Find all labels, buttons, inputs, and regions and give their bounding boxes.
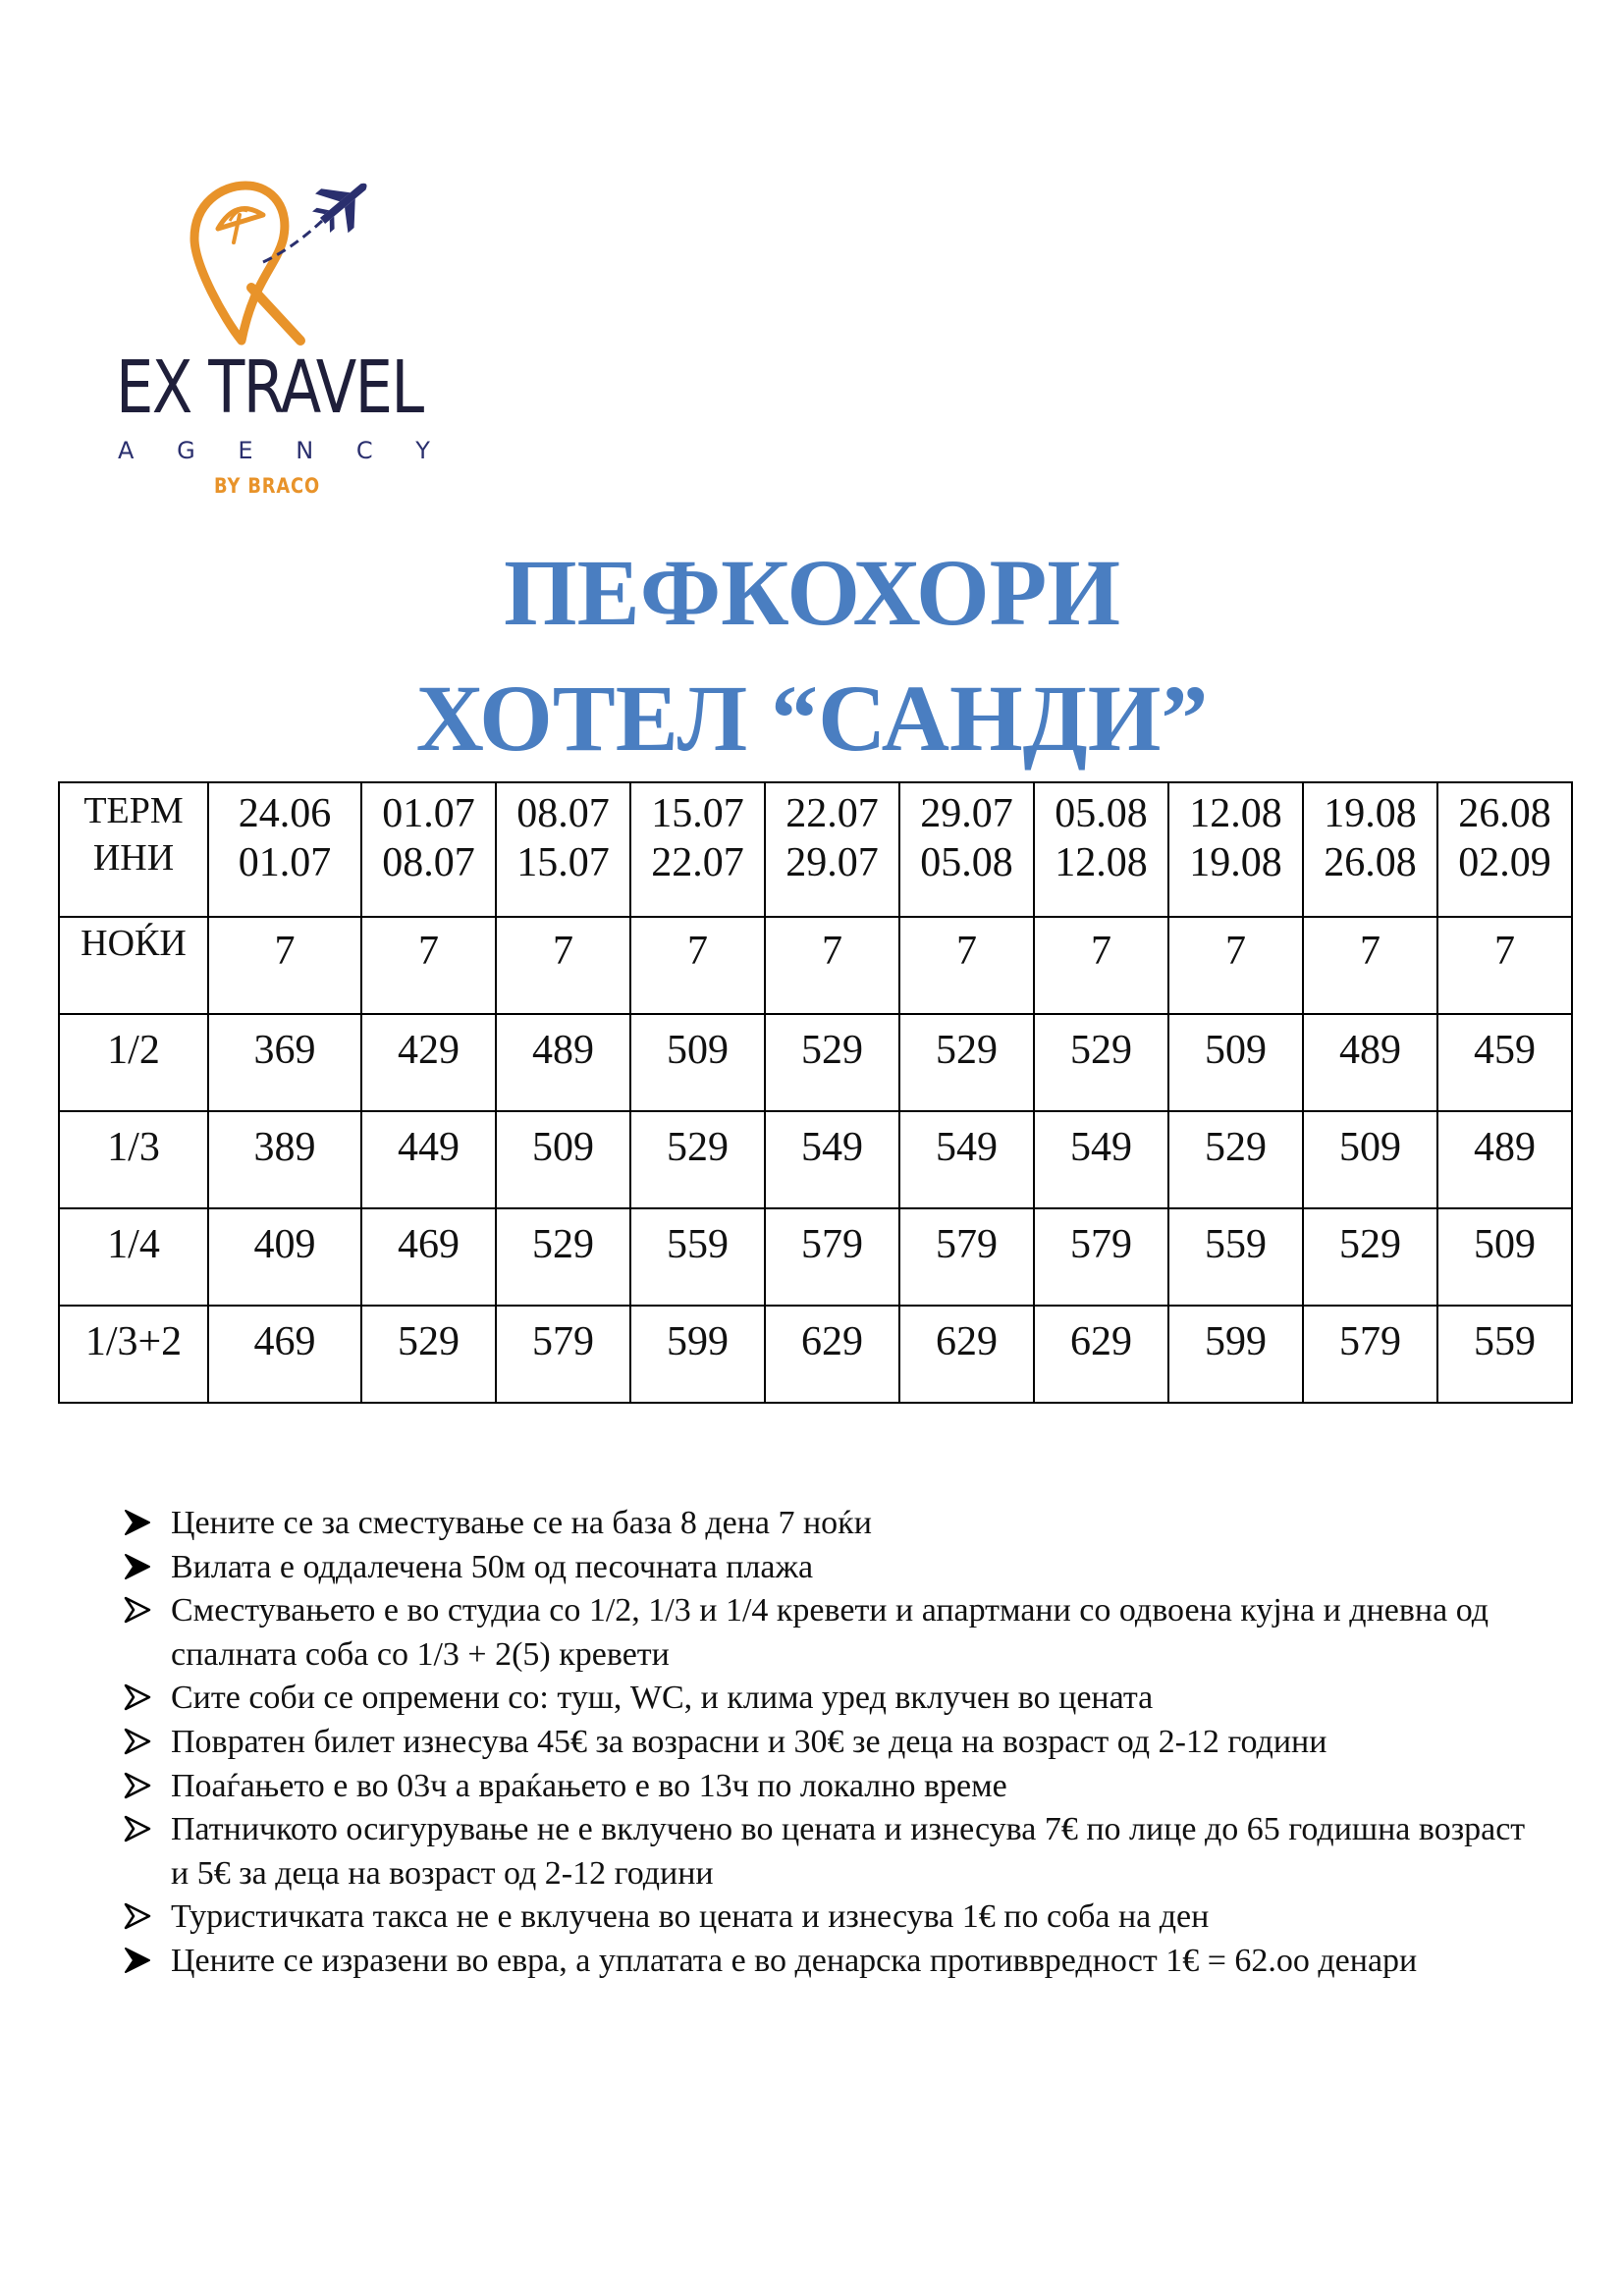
- price-value: 529: [801, 1028, 863, 1073]
- nights-cell: [899, 917, 1034, 1014]
- nights-cell: [361, 917, 496, 1014]
- periods-label-line: ТЕРМ: [83, 790, 184, 831]
- price-cell: [1303, 1111, 1437, 1208]
- price-cell: [630, 1014, 765, 1111]
- price-cell: [1034, 1111, 1168, 1208]
- period-from: 05.08: [1055, 791, 1148, 836]
- arrow-bullet-icon: [123, 1552, 152, 1581]
- price-value: 529: [1339, 1222, 1401, 1267]
- note-text: Цените се изразени во евра, а уплатата е во денарска противвредност 1€ = 62.оо денари: [171, 1942, 1418, 1979]
- price-value: 529: [532, 1222, 594, 1267]
- price-cell: [496, 1306, 630, 1403]
- nights-cell: [630, 917, 765, 1014]
- period-to: 15.07: [516, 840, 610, 885]
- period-to: 19.08: [1189, 840, 1282, 885]
- period-to: 29.07: [785, 840, 879, 885]
- note-text: Сместувањето е во студиа со 1/2, 1/3 и 1/4 кревети и апартмани со одвоена кујна и дневна од спалната соба со 1/3 + 2(5) кревети: [171, 1592, 1489, 1673]
- price-cell: [1168, 1306, 1303, 1403]
- price-value: 559: [1205, 1222, 1267, 1267]
- price-cell: [1034, 1306, 1168, 1403]
- price-value: 509: [1339, 1125, 1401, 1170]
- room-type-cell: [59, 1111, 208, 1208]
- room-type-cell: [59, 1014, 208, 1111]
- note-item: [123, 1589, 1527, 1677]
- period-to: 01.07: [238, 840, 332, 885]
- nights-value: 7: [274, 929, 296, 974]
- price-value: 509: [1205, 1028, 1267, 1073]
- pin-beach-umbrella-airplane-icon: [185, 172, 381, 353]
- period-cell: [1168, 782, 1303, 917]
- logo-name: EX TRAVEL: [116, 346, 423, 430]
- price-value: 559: [1474, 1319, 1536, 1364]
- price-cell: [1303, 1208, 1437, 1306]
- table-row-room-1-3: [59, 1111, 1572, 1208]
- price-value: 469: [398, 1222, 460, 1267]
- table-row-room-1-4: [59, 1208, 1572, 1306]
- price-cell: [1437, 1208, 1572, 1306]
- logo-agency-letter: Y: [415, 437, 430, 464]
- logo-agency-letter: N: [296, 437, 314, 464]
- table-row-nights: [59, 917, 1572, 1014]
- price-value: 509: [532, 1125, 594, 1170]
- page-title: [0, 530, 1624, 781]
- period-cell: [1303, 782, 1437, 917]
- price-value: 579: [1339, 1319, 1401, 1364]
- note-item: [123, 1546, 1527, 1590]
- price-value: 629: [936, 1319, 998, 1364]
- arrow-bullet-icon: [123, 1682, 152, 1712]
- arrow-bullet-icon: [123, 1946, 152, 1975]
- period-cell: [765, 782, 899, 917]
- period-cell: [496, 782, 630, 917]
- note-item: [123, 1808, 1527, 1896]
- price-value: 579: [1070, 1222, 1132, 1267]
- arrow-bullet-icon: [123, 1595, 152, 1625]
- price-value: 489: [1339, 1028, 1401, 1073]
- period-to: 26.08: [1324, 840, 1417, 885]
- note-item: [123, 1896, 1527, 1940]
- note-item: [123, 1765, 1527, 1809]
- price-value: 429: [398, 1028, 460, 1073]
- note-text: Повратен билет изнесува 45€ за возрасни и 30€ зе деца на возраст од 2-12 години: [171, 1723, 1327, 1760]
- period-cell: [899, 782, 1034, 917]
- nights-cell: [1303, 917, 1437, 1014]
- nights-value: 7: [687, 929, 708, 974]
- nights-value: 7: [822, 929, 842, 974]
- price-value: 529: [667, 1125, 729, 1170]
- price-value: 599: [1205, 1319, 1267, 1364]
- note-text: Сите соби се опремени со: туш, WC, и клима уред вклучен во цената: [171, 1680, 1154, 1717]
- table-row-periods: [59, 782, 1572, 917]
- period-cell: [1034, 782, 1168, 917]
- period-from: 24.06: [238, 791, 332, 836]
- nights-cell: [496, 917, 630, 1014]
- price-cell: [765, 1014, 899, 1111]
- period-from: 12.08: [1189, 791, 1282, 836]
- price-value: 389: [253, 1125, 316, 1170]
- price-cell: [630, 1306, 765, 1403]
- note-item: [123, 1502, 1527, 1546]
- price-value: 459: [1474, 1028, 1536, 1073]
- price-cell: [208, 1014, 361, 1111]
- price-value: 509: [1474, 1222, 1536, 1267]
- nights-cell: [1437, 917, 1572, 1014]
- price-cell: [361, 1306, 496, 1403]
- nights-cell: [765, 917, 899, 1014]
- nights-value: 7: [1360, 929, 1380, 974]
- price-cell: [208, 1306, 361, 1403]
- nights-cell: [1034, 917, 1168, 1014]
- nights-value: 7: [956, 929, 977, 974]
- periods-header-cell: [59, 782, 208, 917]
- price-cell: [899, 1111, 1034, 1208]
- nights-value: 7: [418, 929, 439, 974]
- period-cell: [208, 782, 361, 917]
- period-from: 01.07: [382, 791, 475, 836]
- price-cell: [496, 1111, 630, 1208]
- period-to: 08.07: [382, 840, 475, 885]
- price-cell: [1034, 1208, 1168, 1306]
- nights-value: 7: [553, 929, 573, 974]
- price-value: 549: [801, 1125, 863, 1170]
- title-hotel: ХОТЕЛ “САНДИ”: [415, 666, 1209, 771]
- room-type-cell: [59, 1208, 208, 1306]
- period-from: 29.07: [920, 791, 1013, 836]
- logo-agency-word: [118, 437, 430, 464]
- price-table: [58, 781, 1573, 1404]
- price-cell: [899, 1208, 1034, 1306]
- price-value: 629: [1070, 1319, 1132, 1364]
- logo-by-line: BY BRACO: [214, 474, 321, 498]
- nights-value: 7: [1225, 929, 1246, 974]
- room-type-cell: [59, 1306, 208, 1403]
- price-cell: [765, 1208, 899, 1306]
- price-value: 449: [398, 1125, 460, 1170]
- arrow-bullet-icon: [123, 1727, 152, 1756]
- logo-agency-letter: G: [177, 437, 195, 464]
- price-value: 489: [532, 1028, 594, 1073]
- price-cell: [361, 1208, 496, 1306]
- periods-label-line: ИНИ: [92, 837, 175, 879]
- price-cell: [765, 1111, 899, 1208]
- arrow-bullet-icon: [123, 1901, 152, 1931]
- price-cell: [1437, 1111, 1572, 1208]
- price-cell: [1303, 1306, 1437, 1403]
- room-type-label: 1/3: [107, 1125, 160, 1170]
- note-item: [123, 1721, 1527, 1765]
- table-row-room-1-2: [59, 1014, 1572, 1111]
- price-value: 529: [936, 1028, 998, 1073]
- price-cell: [361, 1014, 496, 1111]
- price-value: 559: [667, 1222, 729, 1267]
- price-cell: [1168, 1014, 1303, 1111]
- period-to: 12.08: [1055, 840, 1148, 885]
- price-cell: [361, 1111, 496, 1208]
- table-row-room-1-3-plus-2: [59, 1306, 1572, 1403]
- period-to: 22.07: [651, 840, 744, 885]
- nights-cell: [208, 917, 361, 1014]
- arrow-bullet-icon: [123, 1771, 152, 1800]
- price-value: 509: [667, 1028, 729, 1073]
- notes-list: [123, 1502, 1527, 1984]
- price-cell: [630, 1208, 765, 1306]
- price-cell: [1437, 1014, 1572, 1111]
- price-cell: [899, 1306, 1034, 1403]
- price-value: 579: [532, 1319, 594, 1364]
- logo-agency-letter: C: [355, 437, 373, 464]
- price-value: 369: [253, 1028, 316, 1073]
- nights-label: НОЌИ: [81, 923, 187, 964]
- price-cell: [630, 1111, 765, 1208]
- nights-header-cell: [59, 917, 208, 1014]
- price-cell: [1168, 1208, 1303, 1306]
- note-text: Поаѓањето е во 03ч а враќањето е во 13ч по локално време: [171, 1767, 1007, 1804]
- price-cell: [1034, 1014, 1168, 1111]
- price-value: 529: [1205, 1125, 1267, 1170]
- price-cell: [1168, 1111, 1303, 1208]
- note-item: [123, 1677, 1527, 1721]
- price-cell: [208, 1111, 361, 1208]
- logo-agency-letter: E: [238, 437, 253, 464]
- note-text: Вилата е оддалечена 50м од песочната плажа: [171, 1548, 814, 1585]
- price-value: 529: [1070, 1028, 1132, 1073]
- period-from: 19.08: [1324, 791, 1417, 836]
- price-value: 549: [1070, 1125, 1132, 1170]
- nights-cell: [1168, 917, 1303, 1014]
- period-to: 02.09: [1458, 840, 1551, 885]
- price-value: 549: [936, 1125, 998, 1170]
- price-value: 469: [253, 1319, 316, 1364]
- price-value: 409: [253, 1222, 316, 1267]
- price-value: 629: [801, 1319, 863, 1364]
- note-text: Патничкото осигурување не е вклучено во цената и изнесува 7€ по лице до 65 годишна возраст и 5€ за деца на возраст од 2-12 години: [171, 1811, 1526, 1892]
- price-cell: [496, 1208, 630, 1306]
- price-cell: [1437, 1306, 1572, 1403]
- price-value: 579: [801, 1222, 863, 1267]
- price-cell: [496, 1014, 630, 1111]
- note-item: [123, 1940, 1527, 1984]
- price-cell: [1303, 1014, 1437, 1111]
- period-cell: [1437, 782, 1572, 917]
- arrow-bullet-icon: [123, 1508, 152, 1537]
- period-from: 26.08: [1458, 791, 1551, 836]
- period-to: 05.08: [920, 840, 1013, 885]
- agency-logo: [116, 172, 440, 506]
- logo-agency-letter: A: [118, 437, 135, 464]
- period-from: 15.07: [651, 791, 744, 836]
- note-text: Цените се за сместување се на база 8 дена 7 ноќи: [171, 1505, 872, 1541]
- note-text: Туристичката такса не е вклучена во цената и изнесува 1€ по соба на ден: [171, 1898, 1210, 1936]
- price-value: 579: [936, 1222, 998, 1267]
- period-from: 08.07: [516, 791, 610, 836]
- period-from: 22.07: [785, 791, 879, 836]
- price-value: 529: [398, 1319, 460, 1364]
- room-type-label: 1/3+2: [84, 1319, 183, 1364]
- title-destination: ПЕФКОХОРИ: [504, 540, 1120, 645]
- price-cell: [208, 1208, 361, 1306]
- price-value: 489: [1474, 1125, 1536, 1170]
- nights-value: 7: [1091, 929, 1111, 974]
- room-type-label: 1/2: [107, 1028, 160, 1073]
- price-value: 599: [667, 1319, 729, 1364]
- price-cell: [899, 1014, 1034, 1111]
- price-cell: [765, 1306, 899, 1403]
- period-cell: [630, 782, 765, 917]
- period-cell: [361, 782, 496, 917]
- room-type-label: 1/4: [107, 1222, 160, 1267]
- nights-value: 7: [1494, 929, 1515, 974]
- arrow-bullet-icon: [123, 1814, 152, 1843]
